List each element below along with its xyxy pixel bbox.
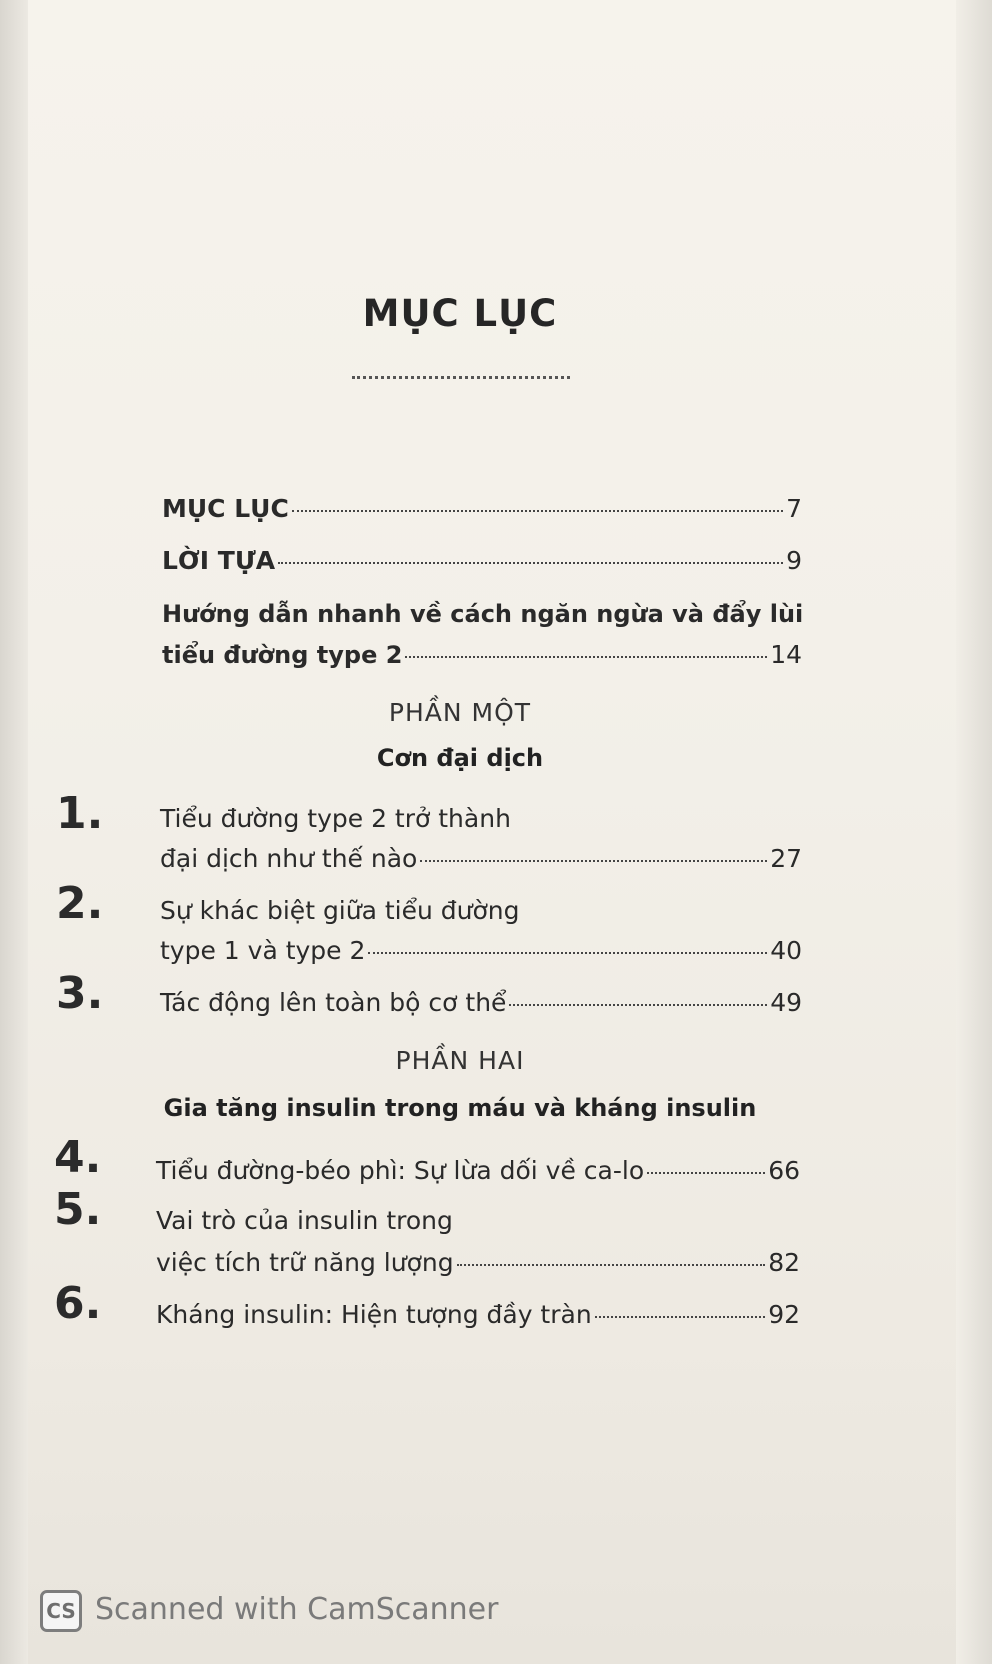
toc-entry-chapter-5[interactable] [156,1248,800,1277]
camscanner-watermark-text: Scanned with CamScanner [95,1592,499,1627]
toc-entry-label: MỤC LỤC [162,494,289,523]
dot-leader [368,952,767,954]
dot-leader [595,1316,766,1318]
part-two-title: Gia tăng insulin trong máu và kháng insulin [163,1094,757,1122]
dot-leader [420,860,767,862]
chapter-number: 3. [56,968,104,1019]
page-binding-edge [0,0,28,1664]
toc-entry-chapter-4[interactable] [156,1156,800,1185]
toc-entry-chapter-6[interactable] [156,1300,800,1329]
dot-leader [647,1172,765,1174]
toc-entry-chapter-3[interactable] [160,988,802,1017]
chapter-title-line: Vai trò của insulin trong [156,1206,453,1235]
chapter-number: 2. [56,878,104,929]
toc-entry-page: 27 [770,844,802,873]
toc-entry-label: type 1 và type 2 [160,936,366,965]
toc-entry-label: việc tích trữ năng lượng [156,1248,454,1277]
chapter-number: 6. [54,1278,102,1329]
toc-entry-page: 9 [786,546,802,575]
title-dotted-rule [352,376,570,379]
part-one-title: Cơn đại dịch [376,744,544,772]
toc-entry-label: đại dịch như thế nào [160,844,418,873]
chapter-title-line: Sự khác biệt giữa tiểu đường [160,896,520,925]
toc-entry-muc-luc[interactable] [162,494,802,523]
page-outer-edge [956,0,992,1664]
toc-entry-page: 7 [786,494,802,523]
toc-entry-chapter-2[interactable] [160,936,802,965]
toc-entry-page: 82 [768,1248,800,1277]
toc-entry-page: 14 [770,640,802,669]
dot-leader [278,562,783,564]
dot-leader [292,510,783,512]
toc-title: MỤC LỤC [362,292,558,335]
toc-entry-label: Tiểu đường-béo phì: Sự lừa dối về ca-lo [156,1156,645,1185]
chapter-number: 1. [56,788,104,839]
toc-entry-label: Kháng insulin: Hiện tượng đầy tràn [156,1300,592,1329]
toc-entry-chapter-1[interactable] [160,844,802,873]
toc-entry-loi-tua[interactable] [162,546,802,575]
chapter-number: 5. [54,1184,102,1235]
toc-entry-label: Tác động lên toàn bộ cơ thể [160,988,507,1017]
chapter-title-line: Tiểu đường type 2 trở thành [160,804,511,833]
chapter-number: 4. [54,1132,102,1183]
toc-entry-page: 49 [770,988,802,1017]
toc-entry-label: tiểu đường type 2 [162,641,403,669]
toc-entry-label: LỜI TỰA [162,546,276,575]
toc-entry-quick-guide-line1: Hướng dẫn nhanh về cách ngăn ngừa và đẩy lùi [162,600,804,628]
toc-entry-page: 40 [770,936,802,965]
part-one-label: PHẦN MỘT [388,698,532,727]
dot-leader [405,656,767,658]
dot-leader [457,1264,766,1266]
part-two-label: PHẦN HAI [395,1046,525,1075]
dot-leader [509,1004,767,1006]
toc-entry-page: 66 [768,1156,800,1185]
toc-entry-page: 92 [768,1300,800,1329]
toc-entry-quick-guide[interactable] [162,640,802,669]
camscanner-logo-icon: CS [40,1590,82,1632]
